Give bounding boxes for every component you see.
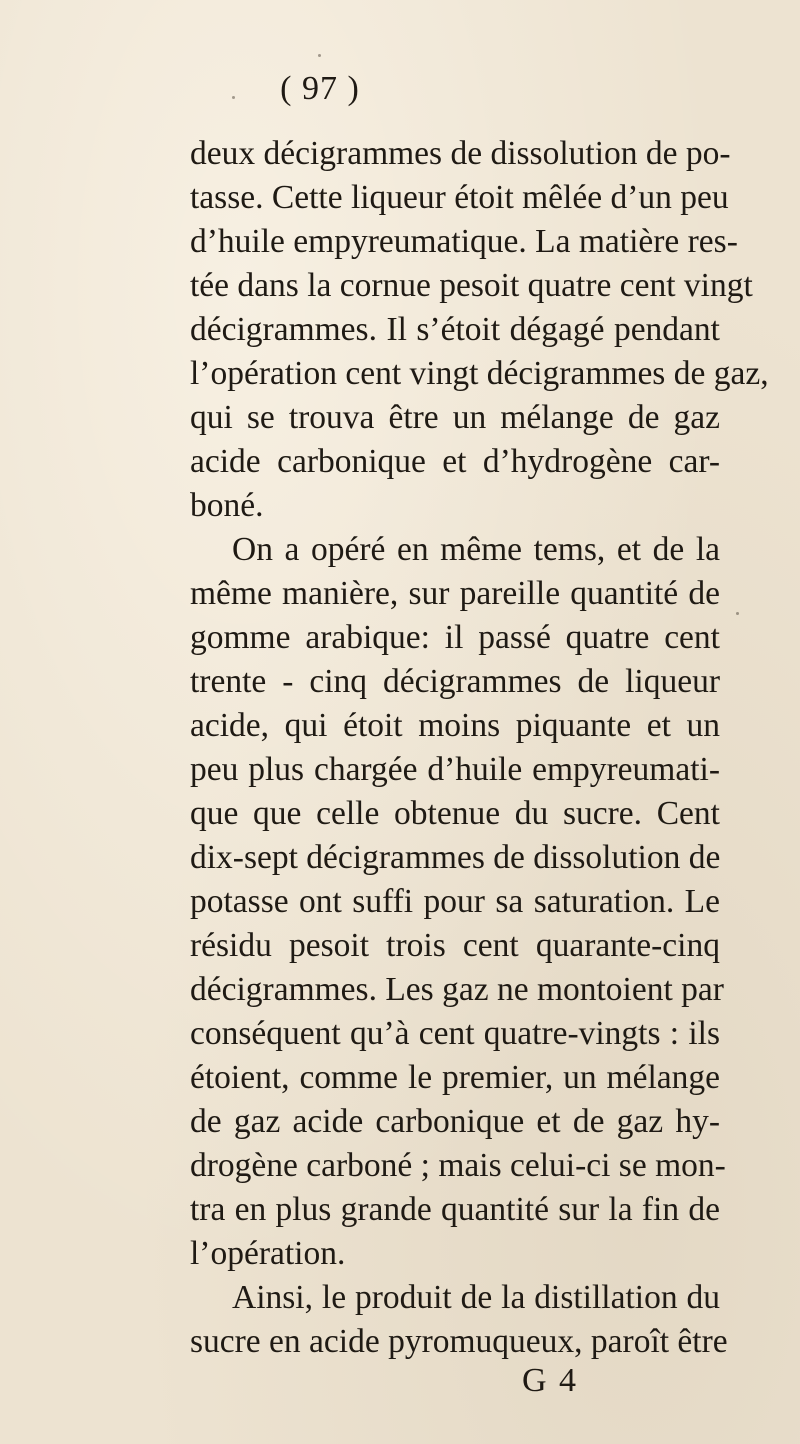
paper-speck [232, 96, 235, 99]
text-line: drogène carboné ; mais celui-ci se mon- [190, 1147, 726, 1184]
text-line: potasse ont suffi pour sa saturation. Le [190, 883, 720, 920]
text-line: dix-sept décigrammes de dissolution de [190, 839, 721, 876]
text-line: acide carbonique et d’hydrogène car- [190, 443, 720, 480]
paper-speck [736, 612, 739, 615]
text-line: même manière, sur pareille quantité de [190, 575, 720, 612]
page-number-text: ( 97 ) [280, 70, 360, 107]
text-line: trente - cinq décigrammes de liqueur [190, 663, 720, 700]
text-line: boné. [190, 487, 264, 524]
text-line: que que celle obtenue du sucre. Cent [190, 795, 720, 832]
page-number [0, 70, 800, 108]
text-line: décigrammes. Il s’étoit dégagé pendant [190, 311, 720, 348]
text-line: conséquent qu’à cent quatre-vingts : ils [190, 1015, 720, 1052]
text-line: Ainsi, le produit de la distillation du [232, 1279, 720, 1316]
text-line: tra en plus grande quantité sur la fin de [190, 1191, 720, 1228]
text-line: étoient, comme le premier, un mélange [190, 1059, 720, 1096]
paper-speck [318, 54, 321, 57]
text-line: d’huile empyreumatique. La matière res- [190, 223, 738, 260]
text-line: qui se trouva être un mélange de gaz [190, 399, 720, 436]
text-line: On a opéré en même tems, et de la [232, 531, 720, 568]
text-line: tée dans la cornue pesoit quatre cent vingt [190, 267, 753, 304]
text-line: de gaz acide carbonique et de gaz hy- [190, 1103, 720, 1140]
text-line: l’opération cent vingt décigrammes de gaz, [190, 355, 769, 392]
text-line: tasse. Cette liqueur étoit mêlée d’un peu [190, 179, 729, 216]
text-line: gomme arabique: il passé quatre cent [190, 619, 720, 656]
signature-mark: G 4 [522, 1362, 579, 1399]
text-line: résidu pesoit trois cent quarante-cinq [190, 927, 720, 964]
text-line: peu plus chargée d’huile empyreumati- [190, 751, 720, 788]
text-line: deux décigrammes de dissolution de po- [190, 135, 731, 172]
text-line: acide, qui étoit moins piquante et un [190, 707, 720, 744]
text-line: sucre en acide pyromuqueux, paroît être [190, 1323, 728, 1360]
text-line: l’opération. [190, 1235, 346, 1272]
text-line: décigrammes. Les gaz ne montoient par [190, 971, 724, 1008]
